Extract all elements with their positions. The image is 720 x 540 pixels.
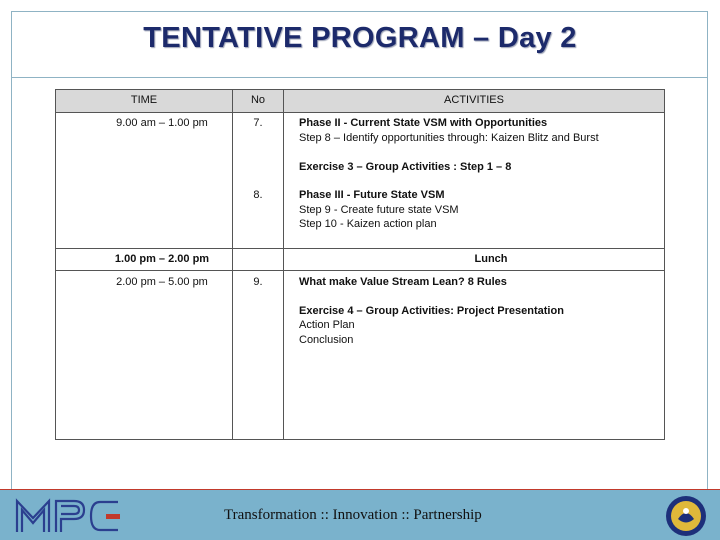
row-activity-title: Phase III - Future State VSM: [299, 189, 445, 201]
header-time: TIME: [130, 94, 158, 106]
header-activities: ACTIVITIES: [444, 94, 504, 106]
row-number: 7.: [253, 117, 263, 129]
mpc-logo: [14, 496, 124, 536]
lunch-label: Lunch: [474, 253, 508, 265]
row-number: 8.: [253, 189, 263, 201]
row-divider: [56, 270, 664, 271]
row-activity-title: What make Value Stream Lean? 8 Rules: [299, 276, 507, 288]
row-activity-line: Step 10 - Kaizen action plan: [299, 218, 437, 230]
row-time: 1.00 pm – 2.00 pm: [114, 253, 210, 265]
row-time: 2.00 pm – 5.00 pm: [116, 276, 208, 288]
exercise-line: Exercise 4 – Group Activities: Project Presentation: [299, 305, 564, 317]
row-divider: [56, 248, 664, 249]
exercise-line: Exercise 3 – Group Activities : Step 1 – 8: [299, 161, 512, 173]
row-number: 9.: [253, 276, 263, 288]
row-activity-title: Phase II - Current State VSM with Opportunities: [299, 117, 548, 129]
program-table: [55, 89, 665, 440]
page-title: TENTATIVE PROGRAM – Day 2: [143, 22, 577, 54]
footer-tagline: Transformation :: Innovation :: Partnership: [224, 507, 482, 523]
row-activity-line: Step 9 - Create future state VSM: [299, 204, 459, 216]
row-activity-line: Conclusion: [299, 334, 354, 346]
seal-emblem-icon: [665, 495, 707, 537]
title-divider: [11, 77, 708, 78]
row-activity-line: Action Plan: [299, 319, 355, 331]
row-activity-line: Step 8 – Identify opportunities through: Kaizen Blitz and Burst: [299, 132, 599, 144]
row-time: 9.00 am – 1.00 pm: [116, 117, 208, 129]
header-no: No: [250, 94, 266, 106]
